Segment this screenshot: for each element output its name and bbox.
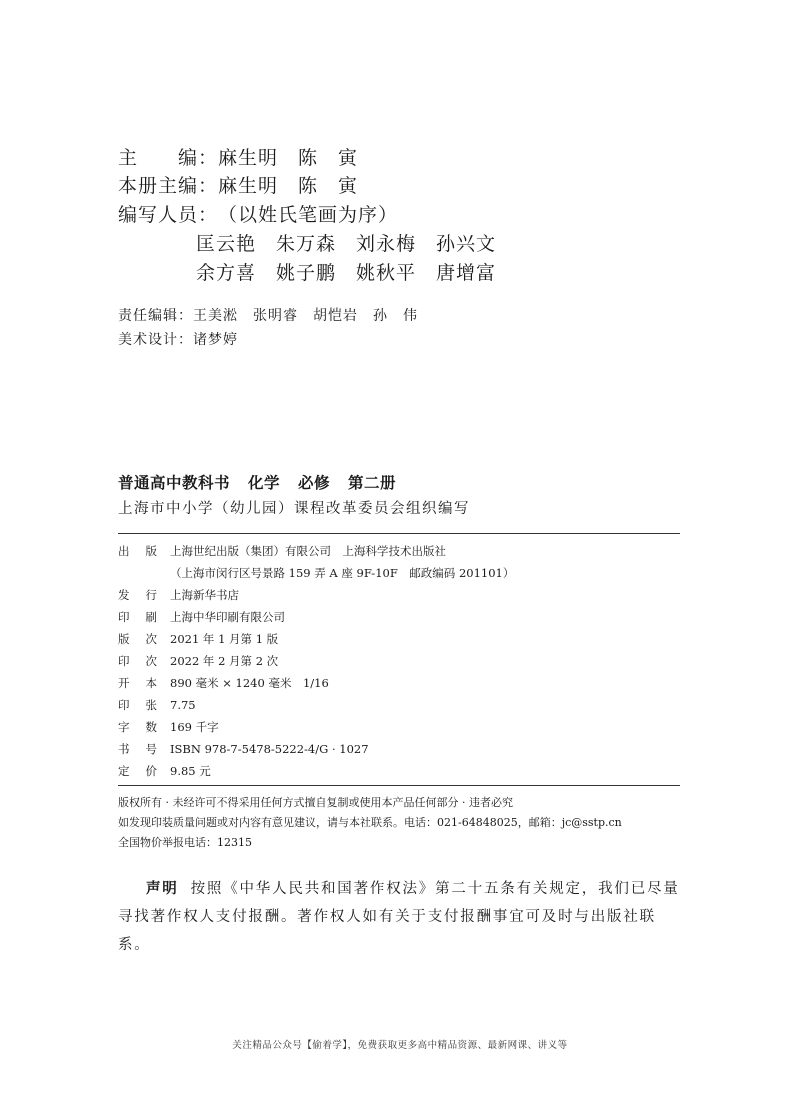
price-report-note: 全国物价举报电话：12315 <box>118 836 252 849</box>
pub-key: 开本 <box>118 676 173 690</box>
chief-editor-line <box>118 143 358 170</box>
pub-row-price <box>118 763 211 779</box>
chief-editor-label: 主 编： <box>118 147 219 169</box>
pub-key: 定价 <box>118 764 173 778</box>
pub-value: 2021 年 1 月第 1 版 <box>170 632 279 646</box>
writer-name: 刘永梅 <box>356 233 417 255</box>
pub-value: （上海市闵行区号景路 159 弄 A 座 9F-10F 邮政编码 201101） <box>170 566 515 580</box>
pub-row-printer <box>118 609 285 625</box>
copyright-note: 版权所有 · 未经许可不得采用任何方式擅自复制或使用本产品任何部分 · 违者必究 <box>118 796 513 809</box>
divider-bottom <box>118 785 680 786</box>
footer-promo: 关注精品公众号【偷着学】，免费获取更多高中精品资源、最新网课、讲义等 <box>232 1040 568 1051</box>
pub-value: 上海中华印刷有限公司 <box>170 610 285 624</box>
writer-name: 匡云艳 <box>196 233 257 255</box>
pub-key: 字数 <box>118 720 173 734</box>
pub-value: ISBN 978-7-5478-5222-4/G · 1027 <box>170 742 369 756</box>
responsible-editor: 责任编辑：王美淞 张明睿 胡恺岩 孙 伟 <box>118 308 418 324</box>
writer-name: 余方喜 <box>196 262 257 284</box>
pub-row-format <box>118 675 329 691</box>
chief-editor-names: 麻生明 陈 寅 <box>218 147 359 169</box>
pub-row-printing <box>118 653 278 669</box>
writer-name: 唐增富 <box>436 262 497 284</box>
statement-head: 声明 <box>146 881 179 897</box>
divider-top <box>118 533 680 534</box>
book-title-type: 必修 <box>298 474 331 492</box>
writers-note: （以姓氏笔画为序） <box>218 204 399 226</box>
volume-chief-editor-label: 本册主编： <box>118 175 219 197</box>
writers-label: 编写人员： <box>118 204 219 226</box>
book-title-series: 普通高中教科书 <box>118 474 231 492</box>
writer-name: 孙兴文 <box>436 233 497 255</box>
writers-row-2 <box>196 258 516 285</box>
pub-row-word-count <box>118 719 219 735</box>
volume-chief-editor-line <box>118 171 358 198</box>
book-title-volume: 第二册 <box>348 474 397 492</box>
pub-key: 印刷 <box>118 610 173 624</box>
pub-key: 版次 <box>118 632 173 646</box>
pub-row-isbn <box>118 741 369 757</box>
pub-value: 上海世纪出版（集团）有限公司 上海科学技术出版社 <box>170 544 446 558</box>
pub-key: 印次 <box>118 654 173 668</box>
pub-value: 上海新华书店 <box>170 588 239 602</box>
pub-value: 9.85 元 <box>170 764 211 778</box>
writer-name: 姚秋平 <box>356 262 417 284</box>
pub-value: 890 毫米 × 1240 毫米 1/16 <box>170 676 329 690</box>
writers-line <box>118 200 398 227</box>
book-title-subject: 化学 <box>248 474 281 492</box>
pub-value: 2022 年 2 月第 2 次 <box>170 654 279 668</box>
pub-row-sheets <box>118 697 196 713</box>
statement <box>118 875 688 959</box>
writer-name: 姚子鹏 <box>276 262 337 284</box>
pub-value: 7.75 <box>170 698 196 712</box>
pub-row-publisher <box>118 543 446 559</box>
volume-chief-editor-names: 麻生明 陈 寅 <box>218 175 359 197</box>
pub-key: 印张 <box>118 698 173 712</box>
book-title <box>118 471 414 493</box>
art-design: 美术设计：诸梦婷 <box>118 332 238 348</box>
pub-key: 出版 <box>118 544 173 558</box>
pub-row-edition <box>118 631 278 647</box>
organizer: 上海市中小学（幼儿园）课程改革委员会组织编写 <box>118 501 470 517</box>
statement-body: 按照《中华人民共和国著作权法》第二十五条有关规定，我们已尽量寻找著作权人支付报酬。著作权人如有关于支付报酬事宜可及时与出版社联系。 <box>118 881 680 953</box>
pub-row-distributor <box>118 587 239 603</box>
pub-key: 发行 <box>118 588 173 602</box>
pub-row-address <box>118 565 514 581</box>
pub-key: 书号 <box>118 742 173 756</box>
pub-value: 169 千字 <box>170 720 219 734</box>
writers-row-1 <box>196 229 516 256</box>
writer-name: 朱万森 <box>276 233 337 255</box>
contact-note: 如发现印装质量问题或对内容有意见建议，请与本社联系。电话：021-64848025，邮箱：jc@sstp.cn <box>118 816 622 829</box>
